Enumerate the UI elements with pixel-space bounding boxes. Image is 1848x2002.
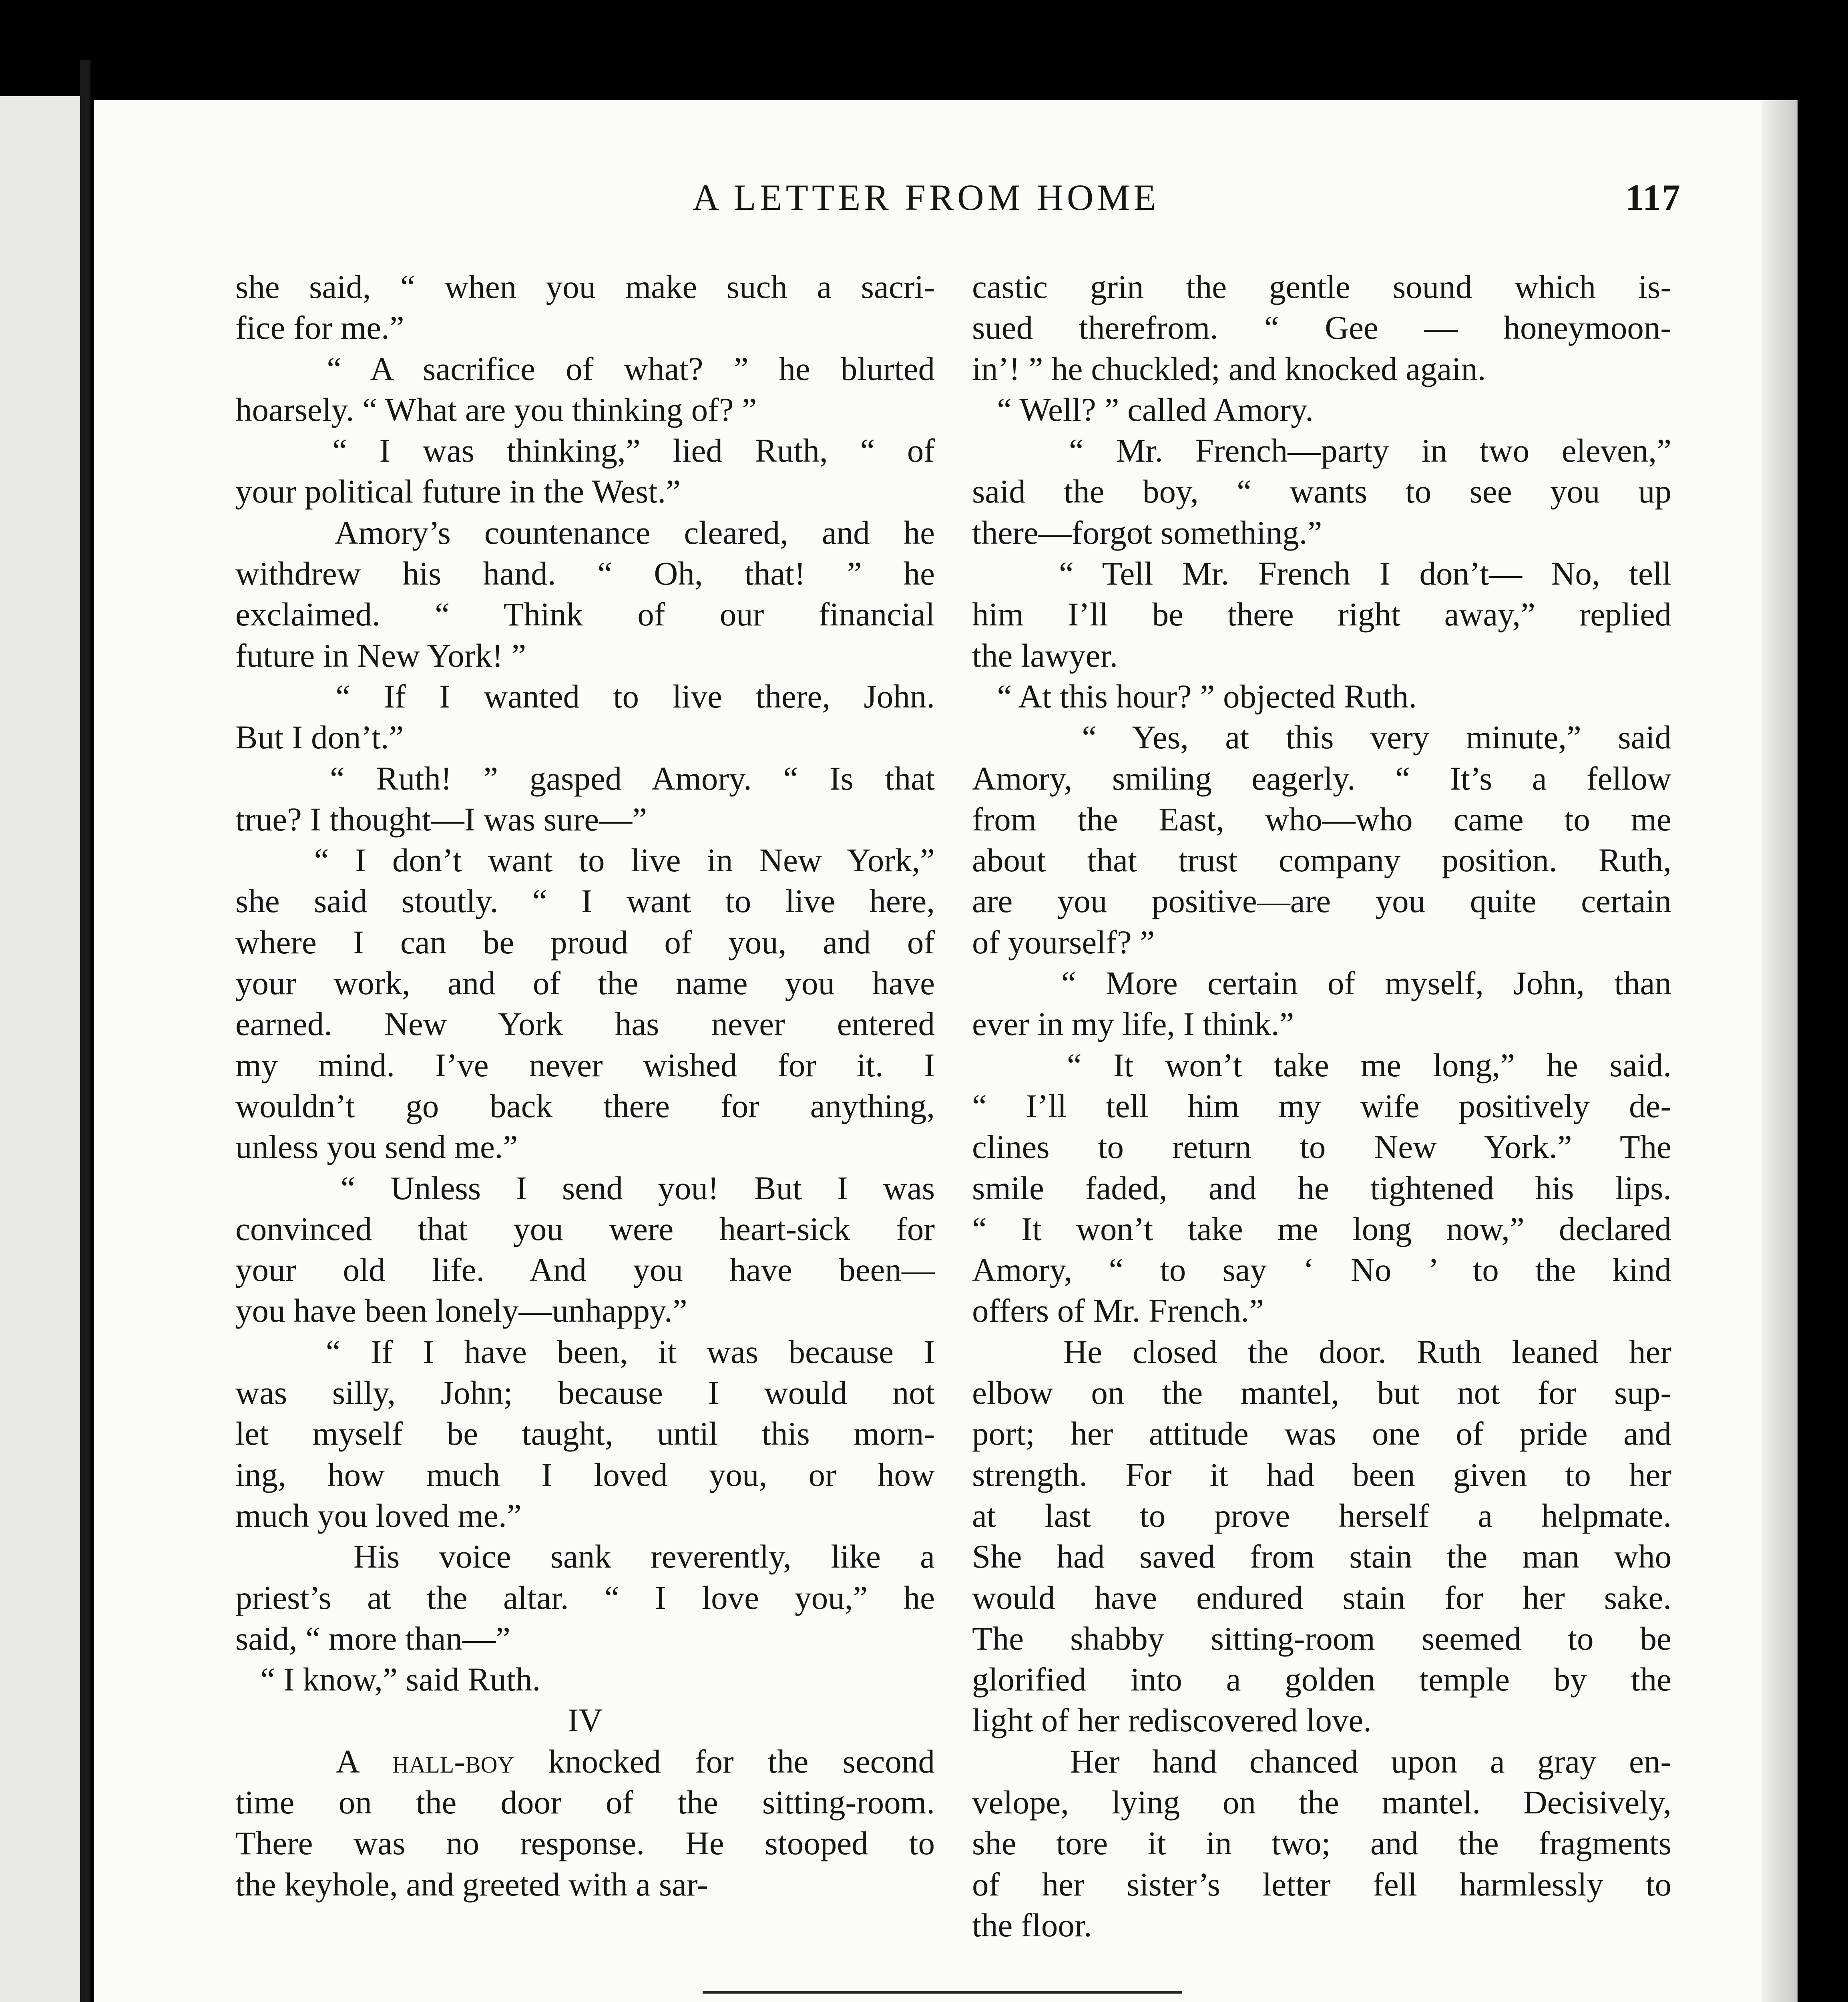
text-line: “ I don’t want to live in New York,” [235, 842, 935, 879]
text-line: said the boy, “ wants to see you up [972, 473, 1671, 510]
text-line: “ I’ll tell him my wife positively de- [972, 1087, 1671, 1124]
text-line: in’! ” he chuckled; and knocked again. [972, 350, 1486, 387]
page-edge-shadow [1762, 100, 1798, 2002]
text-line: your work, and of the name you have [235, 965, 935, 1002]
text-line: unless you send me.” [235, 1128, 518, 1166]
text-line: earned. New York has never entered [235, 1005, 935, 1043]
text-line: you have been lonely—unhappy.” [235, 1292, 687, 1329]
text-line: The shabby sitting-room seemed to be [972, 1620, 1671, 1657]
text-line: true? I thought—I was sure—” [235, 800, 647, 838]
page-number: 117 [1625, 177, 1681, 218]
text-line: His voice sank reverently, like a [235, 1538, 935, 1575]
text-line: hoarsely. “ What are you thinking of? ” [235, 391, 757, 428]
text-line: she said stoutly. “ I want to live here, [235, 882, 935, 920]
text-line: She had saved from stain the man who [972, 1538, 1671, 1575]
text-line: my mind. I’ve never wished for it. I [235, 1046, 935, 1083]
text-line: exclaimed. “ Think of our financial [235, 596, 935, 633]
text-line: elbow on the mantel, but not for sup- [972, 1374, 1671, 1411]
text-line: “ If I wanted to live there, John. [235, 677, 935, 715]
text-line: Amory’s countenance cleared, and he [235, 514, 935, 551]
text-line: “ It won’t take me long,” he said. [972, 1046, 1671, 1083]
text-line: IV [567, 1702, 603, 1739]
text-line: “ I know,” said Ruth. [235, 1661, 541, 1698]
text-line: future in New York! ” [235, 637, 526, 674]
text-line: priest’s at the altar. “ I love you,” he [235, 1579, 935, 1616]
text-line: much you loved me.” [235, 1497, 522, 1534]
text-line: the keyhole, and greeted with a sar- [235, 1865, 708, 1903]
text-line: of yourself? ” [972, 923, 1155, 961]
text-line: “ More certain of myself, John, than [972, 965, 1671, 1002]
running-header: A LETTER FROM HOME [693, 177, 1160, 218]
text-line: clines to return to New York.” The [972, 1128, 1671, 1166]
text-line: “ I was thinking,” lied Ruth, “ of [235, 432, 935, 469]
text-line: “ Unless I send you! But I was [235, 1169, 935, 1206]
text-line: ing, how much I loved you, or how [235, 1456, 935, 1493]
text-line: was silly, John; because I would not [235, 1374, 935, 1411]
text-line: convinced that you were heart-sick for [235, 1210, 935, 1247]
text-line: time on the door of the sitting-room. [235, 1783, 935, 1821]
text-line: Her hand chanced upon a gray en- [972, 1743, 1671, 1780]
text-line: “ Ruth! ” gasped Amory. “ Is that [235, 760, 935, 797]
text-line: “ At this hour? ” objected Ruth. [972, 677, 1417, 715]
facing-page-edge [0, 96, 84, 2002]
text-line: at last to prove herself a helpmate. [972, 1497, 1671, 1534]
text-line: strength. For it had been given to her [972, 1456, 1671, 1493]
text-line: light of her rediscovered love. [972, 1702, 1372, 1739]
text-line: A hall-boy knocked for the second [235, 1743, 935, 1780]
text-line: said, “ more than—” [235, 1620, 510, 1657]
text-line: of her sister’s letter fell harmlessly to [972, 1865, 1671, 1903]
text-line: “ A sacrifice of what? ” he blurted [235, 350, 935, 387]
text-line: your political future in the West.” [235, 473, 681, 510]
text-line: castic grin the gentle sound which is- [972, 268, 1671, 305]
text-line: smile faded, and he tightened his lips. [972, 1169, 1671, 1206]
text-line: “ Mr. French—party in two eleven,” [972, 432, 1671, 469]
text-line: about that trust company position. Ruth, [972, 842, 1671, 879]
text-line: the lawyer. [972, 637, 1118, 674]
text-line: “ Well? ” called Amory. [972, 391, 1314, 428]
book-gutter [80, 60, 90, 2002]
text-line: she said, “ when you make such a sacri- [235, 268, 935, 305]
text-line: withdrew his hand. “ Oh, that! ” he [235, 555, 935, 592]
left-text-column [235, 266, 935, 1905]
text-line: “ Yes, at this very minute,” said [972, 719, 1671, 756]
text-line: There was no response. He stooped to [235, 1825, 935, 1862]
text-line: He closed the door. Ruth leaned her [972, 1333, 1671, 1370]
text-line: are you positive—are you quite certain [972, 882, 1671, 920]
text-line: there—forgot something.” [972, 514, 1322, 551]
text-line: where I can be proud of you, and of [235, 923, 935, 961]
text-line: sued therefrom. “ Gee — honeymoon- [972, 309, 1671, 346]
text-line: from the East, who—who came to me [972, 800, 1671, 838]
text-line: Amory, “ to say ‘ No ’ to the kind [972, 1251, 1671, 1288]
text-line: glorified into a golden temple by the [972, 1661, 1671, 1698]
right-text-column [972, 266, 1671, 1946]
text-line: let myself be taught, until this morn- [235, 1415, 935, 1452]
text-line: “ It won’t take me long now,” declared [972, 1210, 1671, 1247]
text-line: “ Tell Mr. French I don’t— No, tell [972, 555, 1671, 592]
text-line: fice for me.” [235, 309, 404, 346]
text-line: offers of Mr. French.” [972, 1292, 1264, 1329]
text-line: ever in my life, I think.” [972, 1005, 1294, 1043]
text-line: port; her attitude was one of pride and [972, 1415, 1671, 1452]
text-line: wouldn’t go back there for anything, [235, 1087, 935, 1124]
text-line: But I don’t.” [235, 719, 404, 756]
text-line: “ If I have been, it was because I [235, 1333, 935, 1370]
text-line: she tore it in two; and the fragments [972, 1825, 1671, 1862]
text-line: would have endured stain for her sake. [972, 1579, 1671, 1616]
text-line: velope, lying on the mantel. Decisively, [972, 1783, 1671, 1821]
section-divider-rule [703, 1991, 1182, 1994]
text-line: your old life. And you have been— [235, 1251, 935, 1288]
text-line: the floor. [972, 1906, 1092, 1944]
text-line: him I’ll be there right away,” replied [972, 596, 1671, 633]
text-line: Amory, smiling eagerly. “ It’s a fellow [972, 760, 1671, 797]
